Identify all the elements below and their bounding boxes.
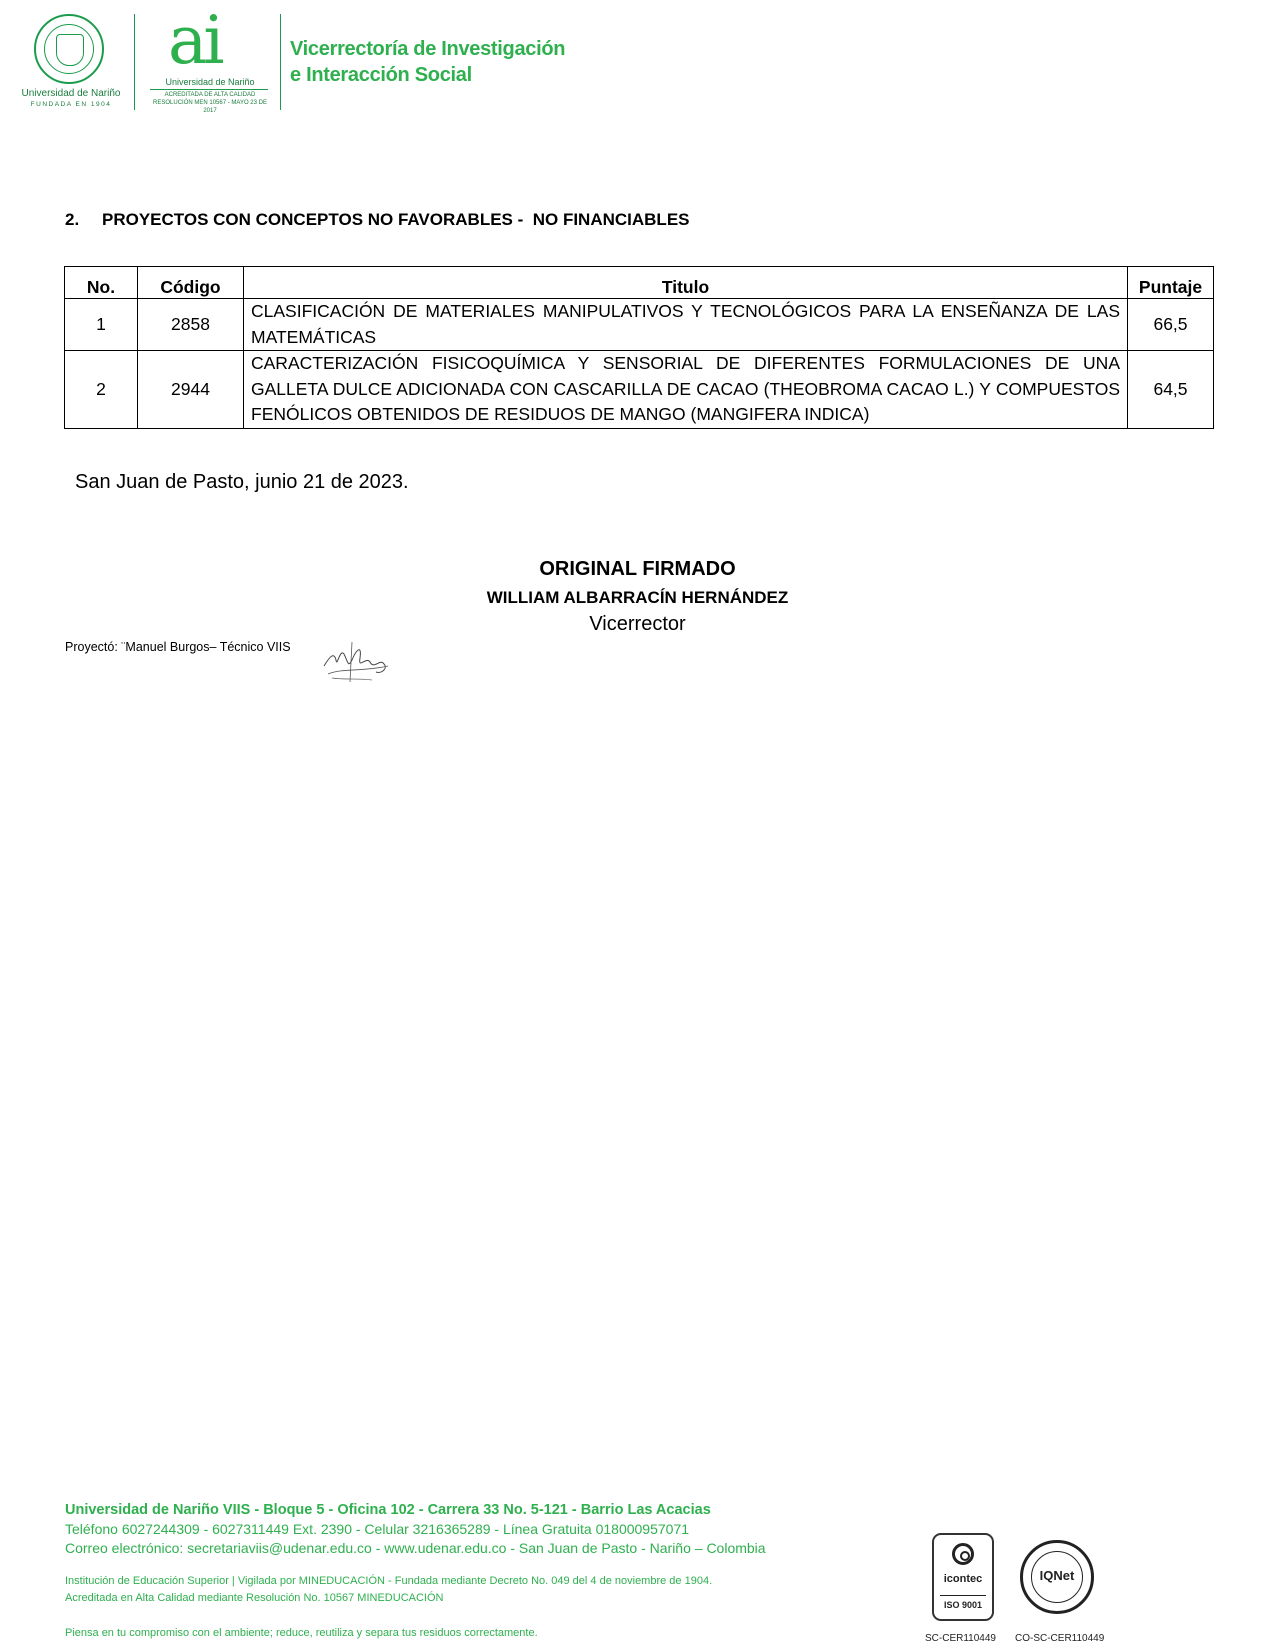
footer-phones: Teléfono 6027244309 - 6027311449 Ext. 2390 - Celular 3216365289 - Línea Gratuita 018000957071: [65, 1521, 690, 1537]
footer-email: Correo electrónico: secretariaviis@udenar.edu.co - www.udenar.edu.co - San Juan de Pasto - Nariño – Colombia: [65, 1540, 766, 1556]
projected-by: Proyectó: ¨Manuel Burgos– Técnico VIIS: [65, 640, 291, 654]
university-founded: FUNDADA EN 1904: [30, 101, 112, 108]
header-divider: [134, 14, 135, 110]
cell-titulo: CARACTERIZACIÓN FISICOQUÍMICA Y SENSORIAL DE DIFERENTES FORMULACIONES DE UNA GALLETA DULCE ADICIONADA CON CASCARILLA DE CACAO (THEOBROMA CACAO L.) Y COMPUESTOS FENÓLICOS OBTENIDOS DE RESIDUOS DE MANGO (MANGIFERA INDICA): [244, 351, 1128, 429]
cell-puntaje: 64,5: [1128, 351, 1214, 429]
office-title: Vicerrectoría de Investigación e Interacción Social: [290, 38, 566, 86]
section-heading: [65, 210, 690, 230]
footer-accreditation: Acreditada en Alta Calidad mediante Resolución No. 10567 MINEDUCACIÓN: [65, 1592, 444, 1604]
cell-puntaje: 66,5: [1128, 299, 1214, 351]
cell-no: 1: [65, 299, 138, 351]
table-row: [65, 299, 1214, 351]
ai-logo-rule: [150, 89, 268, 90]
cell-codigo: 2944: [138, 351, 244, 429]
table-header-row: [65, 267, 1214, 299]
university-seal-logo: [34, 14, 104, 84]
ai-logo-accreditation: ACREDITADA DE ALTA CALIDAD RESOLUCIÓN MEN 10567 - MAYO 23 DE 2017: [153, 92, 267, 114]
column-header-titulo: Titulo: [244, 267, 1128, 299]
footer-institution: Institución de Educación Superior | Vigilada por MINEDUCACIÓN - Fundada mediante Decreto No. 049 del 4 de noviembre de 1904.: [65, 1575, 713, 1587]
footer-address: Universidad de Nariño VIIS - Bloque 5 - Oficina 102 - Carrera 33 No. 5-121 - Barrio Las Acacias: [65, 1502, 711, 1518]
icontec-certification-logo: icontec ISO 9001: [932, 1533, 994, 1621]
header-divider: [280, 14, 281, 110]
section-number: 2.: [65, 210, 80, 229]
cell-no: 2: [65, 351, 138, 429]
cell-codigo: 2858: [138, 299, 244, 351]
ai-logo-university: Universidad de Nariño: [165, 77, 255, 87]
projects-table: [64, 266, 1214, 429]
place-date: San Juan de Pasto, junio 21 de 2023.: [75, 471, 409, 493]
cell-titulo: CLASIFICACIÓN DE MATERIALES MANIPULATIVOS Y TECNOLÓGICOS PARA LA ENSEÑANZA DE LAS MATEMÁTICAS: [244, 299, 1128, 351]
table-row: [65, 351, 1214, 429]
column-header-no: No.: [65, 267, 138, 299]
certificate-code: SC-CER110449: [925, 1633, 996, 1644]
column-header-puntaje: Puntaje: [1128, 267, 1214, 299]
signer-role: Vicerrector: [589, 613, 686, 635]
signature-status: ORIGINAL FIRMADO: [539, 558, 736, 580]
certificate-code: CO-SC-CER110449: [1015, 1633, 1105, 1644]
column-header-codigo: Código: [138, 267, 244, 299]
iqnet-certification-logo: IQNet: [1020, 1540, 1094, 1614]
signer-name: WILLIAM ALBARRACÍN HERNÁNDEZ: [486, 588, 789, 607]
university-name: Universidad de Nariño: [21, 88, 121, 99]
handwritten-signature: [322, 638, 394, 686]
footer-environment: Piensa en tu compromiso con el ambiente; reduce, reutiliza y separa tus residuos correctamente.: [65, 1627, 538, 1639]
ai-logo: ai: [168, 2, 221, 79]
section-title: PROYECTOS CON CONCEPTOS NO FAVORABLES - NO FINANCIABLES: [102, 210, 690, 229]
